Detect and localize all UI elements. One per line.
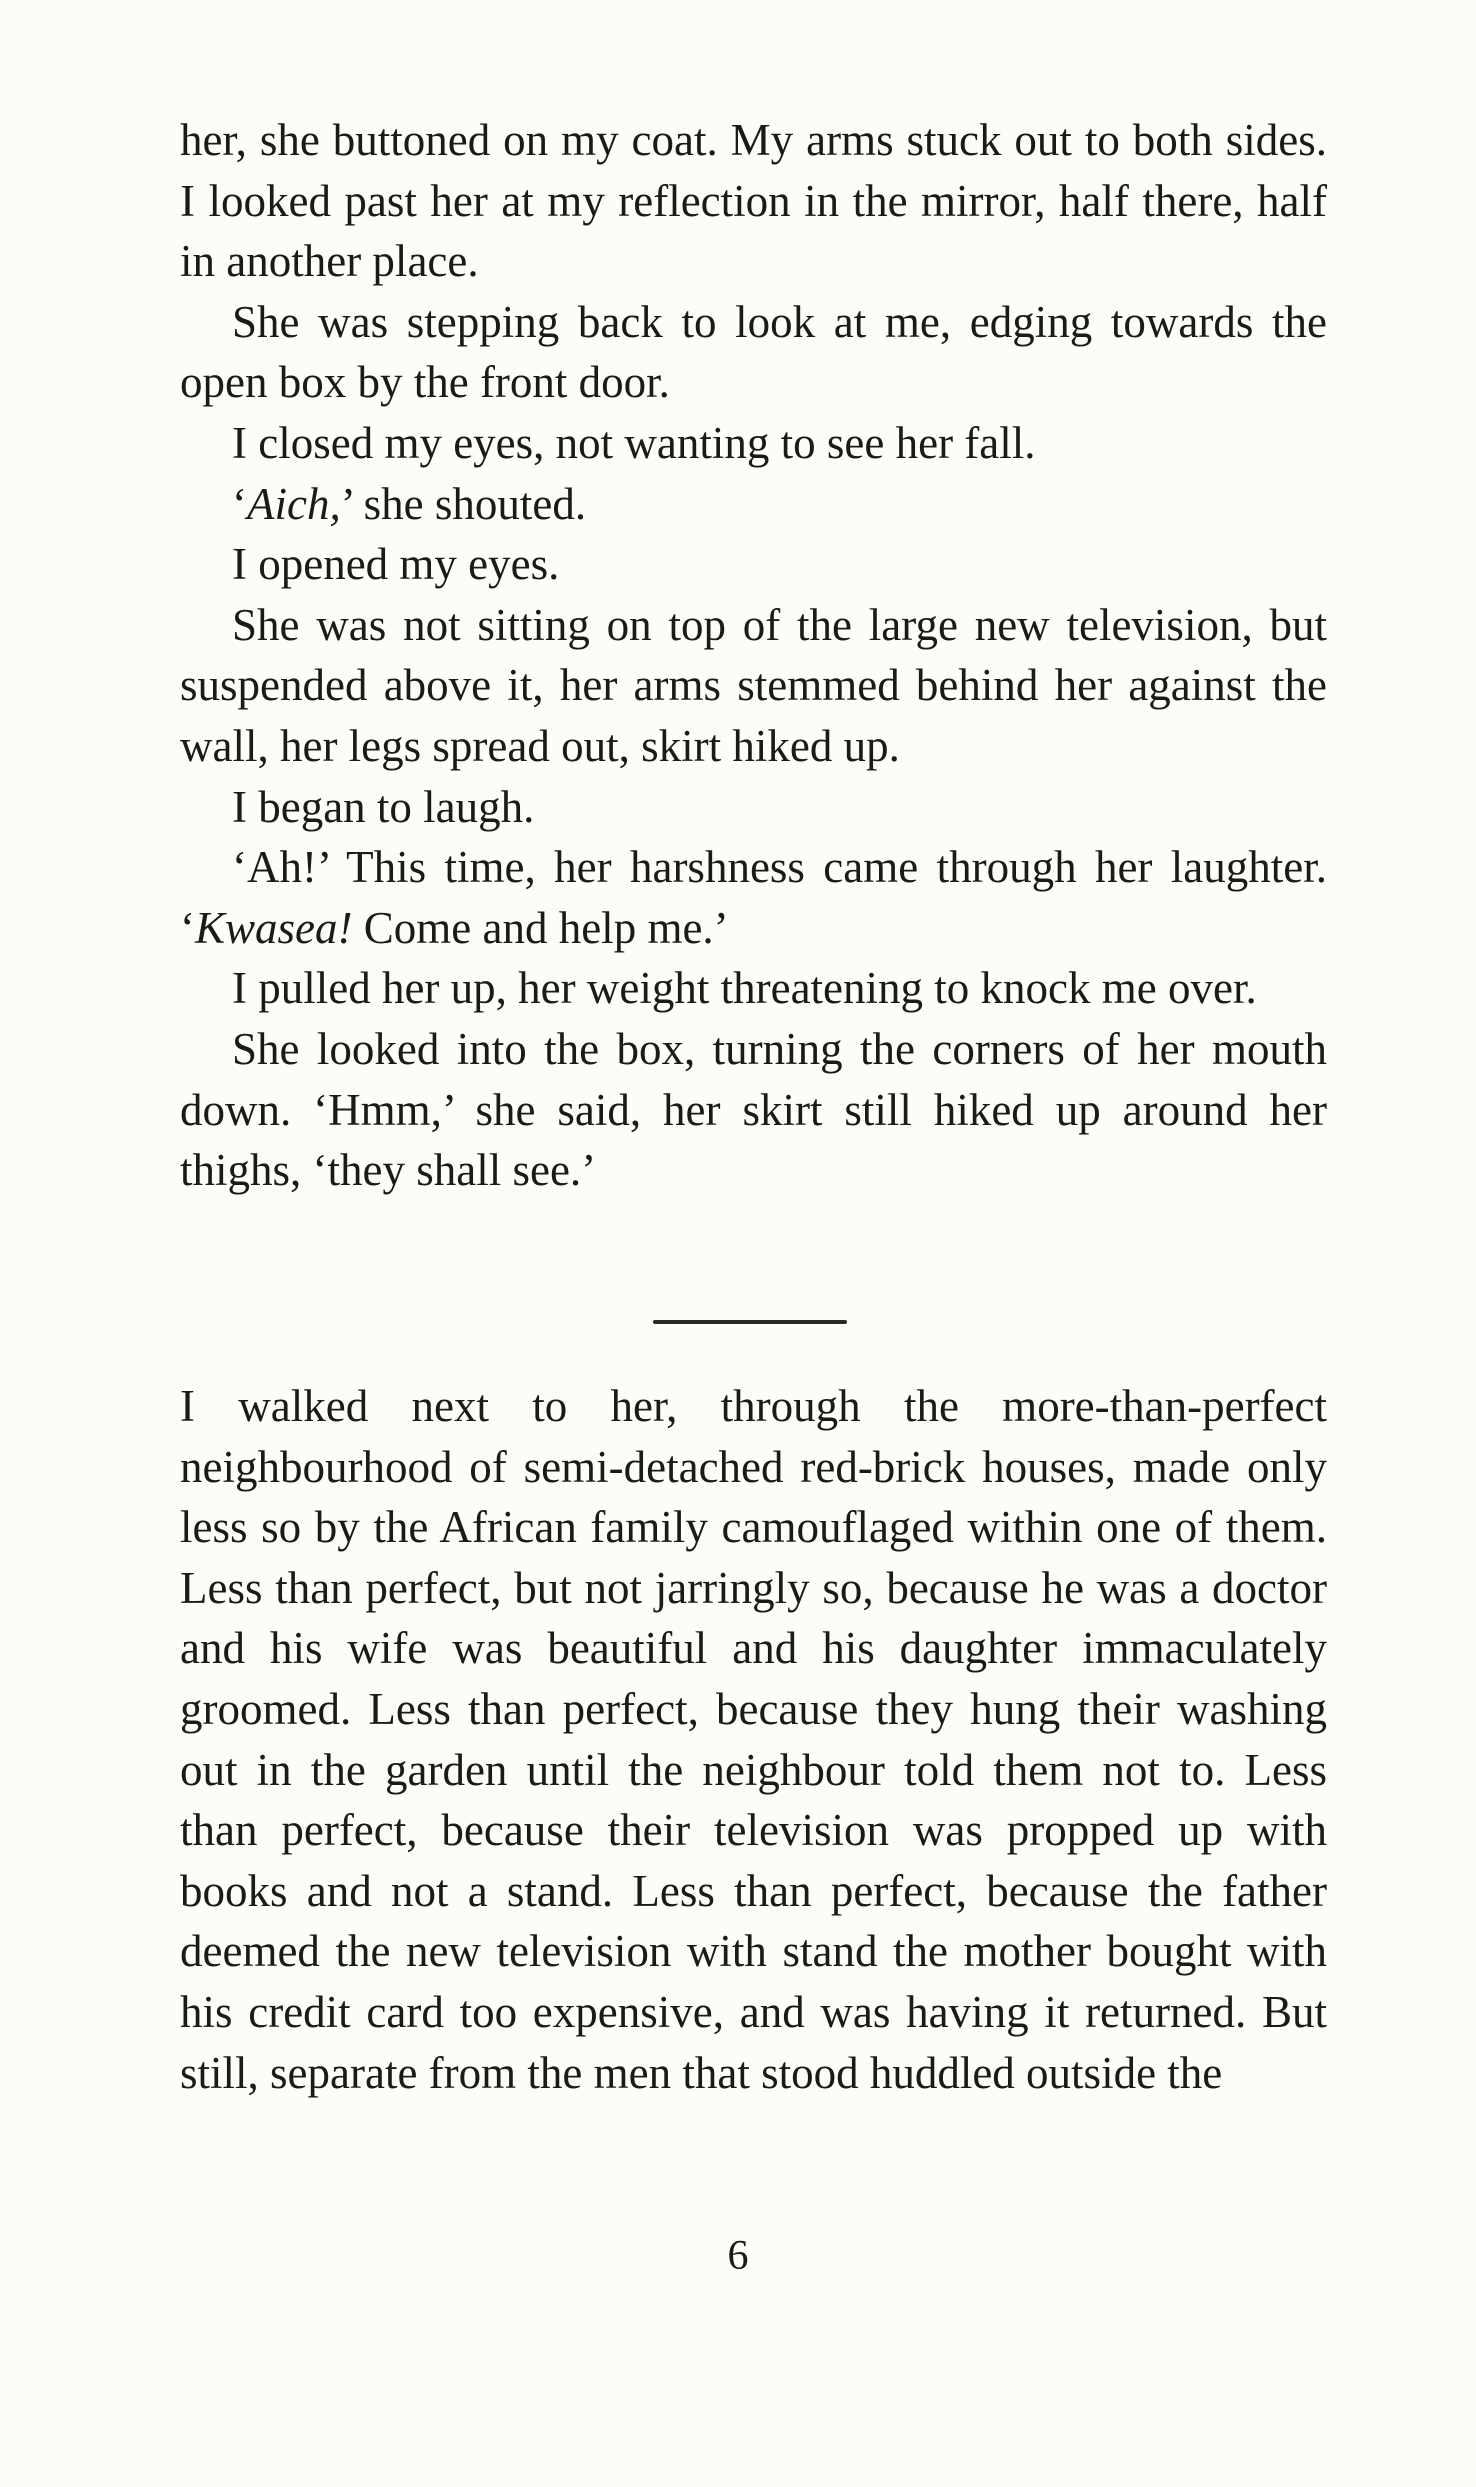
paragraph: her, she buttoned on my coat. My arms stuck out to both sides. I looked past her at my reflection in the mirror, half there, half in another place.: [180, 115, 1327, 287]
paragraph: I pulled her up, her weight threatening to knock me over.: [232, 963, 1257, 1014]
text-section-top: [180, 110, 1327, 1201]
paragraph: She looked into the box, turning the corners of her mouth down. ‘Hmm,’ she said, her skirt still hiked up around her thighs, ‘they shall see.’: [180, 1023, 1327, 1196]
paragraph: I began to laugh.: [232, 781, 535, 832]
italic-word: Kwasea!: [195, 902, 353, 953]
text-run: ‘Ah!’ This time, her harshness came through her laughter. ‘: [180, 842, 1327, 953]
quote-open: ‘: [232, 478, 247, 529]
italic-word: Aich,: [247, 478, 341, 529]
text-section-bottom: [180, 1376, 1327, 2103]
paragraph: I walked next to her, through the more-than-perfect neighbourhood of semi-detached red-brick houses, made only less so by the African family camouflaged within one of them. Less than perfect, but not jarringly so, because he was a doctor and his wife was beautiful and his daughter immaculately groomed. Less than perfect, because they hung their washing out in the garden until the neighbour told them not to. Less than perfect, because their television was propped up with books and not a stand. Less than perfect, because the father deemed the new television with stand the mother bought with his credit card too expensive, and was having it returned. But still, separate from the men that stood huddled outside the: [180, 1381, 1327, 2098]
text-run: ’ she shouted.: [340, 478, 587, 529]
paragraph: She was not sitting on top of the large new television, but suspended above it, her arms stemmed behind her against the wall, her legs spread out, skirt hiked up.: [180, 599, 1327, 771]
text-run: Come and help me.’: [352, 902, 729, 953]
paragraph: [180, 837, 1327, 958]
paragraph: She was stepping back to look at me, edging towards the open box by the front door.: [180, 296, 1327, 408]
section-divider: [653, 1320, 847, 1324]
page-number: 6: [727, 2233, 749, 2279]
paragraph: I closed my eyes, not wanting to see her fall.: [232, 417, 1036, 468]
paragraph: I opened my eyes.: [232, 539, 560, 590]
paragraph: [180, 474, 1327, 535]
